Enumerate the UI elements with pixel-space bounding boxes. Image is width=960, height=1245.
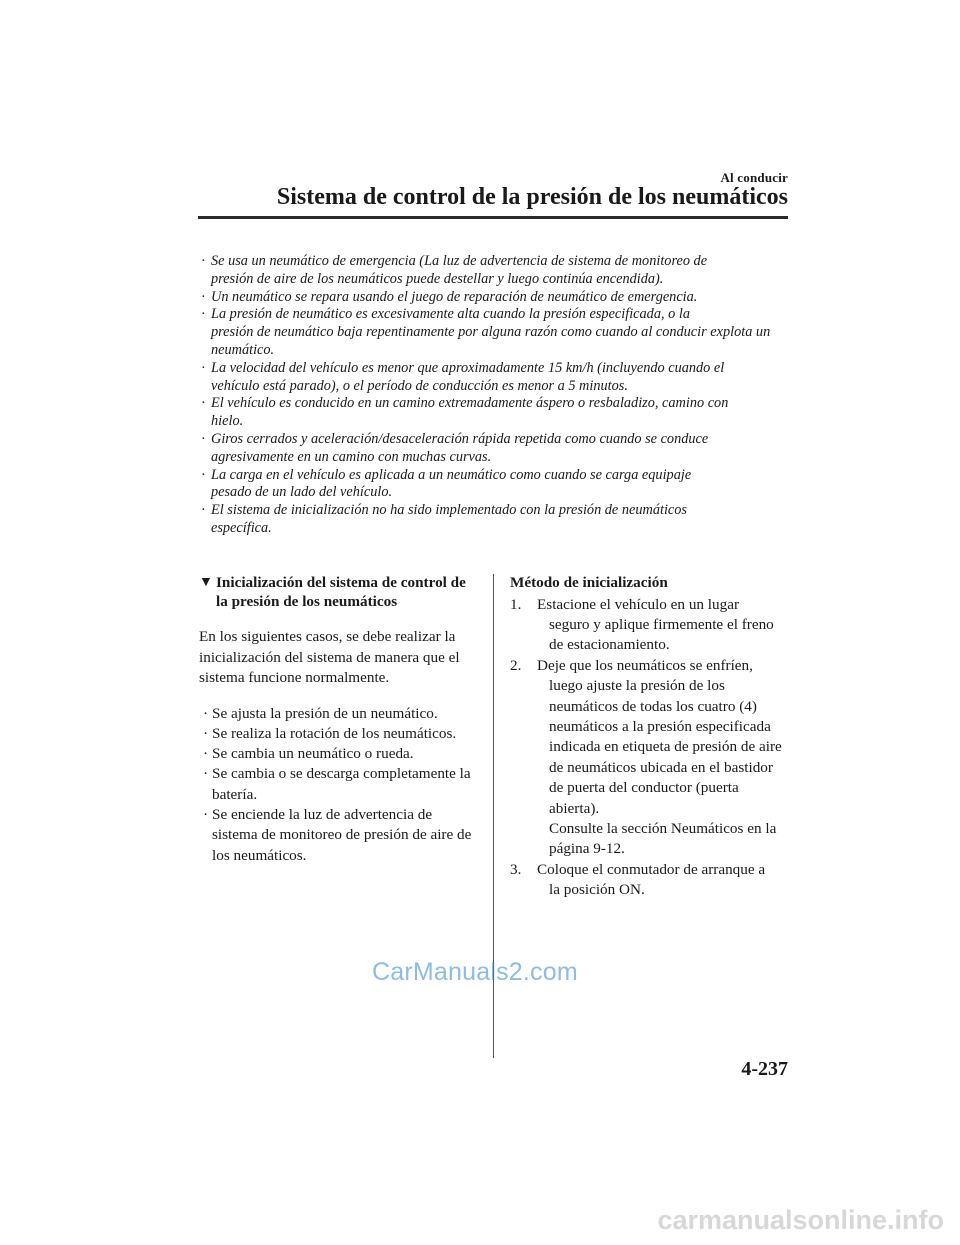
- step-continuation: seguro y aplique firmemente el freno de estacionamiento.: [549, 615, 774, 654]
- list-item-first-line: Un neumático se repara usando el juego de reparación de neumático de emergencia.: [211, 288, 698, 305]
- triangle-down-icon: ▼: [199, 575, 213, 590]
- condition-list: [201, 253, 789, 538]
- step-note: Consulte la sección Neumáticos en la página 9-12.: [549, 819, 777, 858]
- section-label: Al conducir: [720, 170, 788, 185]
- list-item-first-line: La velocidad del vehículo es menor que aproximadamente 15 km/h (incluyendo cuando el: [211, 359, 725, 376]
- page-title: Sistema de control de la presión de los neumáticos: [276, 184, 788, 210]
- list-item-continuation: agresivamente en un camino con muchas curvas.: [211, 448, 492, 465]
- step-number: 1.: [510, 595, 522, 613]
- step-continuation: luego ajuste la presión de los neumáticos de todas los cuatro (4) neumáticos a la presión especificada indicada en etiqueta de presión de aire de neumáticos ubicada en el bastidor de puerta del conductor (puerta abierta).: [549, 677, 782, 817]
- list-item: · Se realiza la rotación de los neumáticos.: [199, 724, 474, 744]
- list-item: [201, 467, 789, 503]
- list-item: [201, 360, 789, 396]
- list-item: · Se cambia un neumático o rueda.: [199, 744, 474, 764]
- step-body: [537, 656, 790, 860]
- title-rule: [198, 216, 788, 219]
- method-steps: [510, 595, 790, 901]
- list-item: [201, 253, 789, 289]
- method-heading: Método de inicialización: [510, 574, 668, 591]
- list-item: [201, 306, 789, 359]
- list-item-first-line: El sistema de inicialización no ha sido implementado con la presión de neumáticos: [211, 502, 687, 519]
- step-body: [537, 595, 790, 656]
- section-heading-text: Inicialización del sistema de control de la presión de los neumáticos: [216, 574, 466, 610]
- list-item-first-line: La presión de neumático es excesivamente alta cuando la presión especificada, o la: [211, 306, 690, 323]
- list-item: · Se cambia o se descarga completamente la batería.: [199, 764, 474, 805]
- step-first-line: Coloque el conmutador de arranque a: [537, 860, 766, 878]
- list-item-first-line: Se usa un neumático de emergencia (La luz de advertencia de sistema de monitoreo de: [211, 253, 708, 269]
- list-item: [201, 289, 789, 307]
- step-number: 3.: [510, 860, 522, 878]
- step-item: [510, 656, 790, 860]
- list-item-continuation: presión de aire de los neumáticos puede destellar y luego continúa encendida).: [211, 270, 664, 287]
- initialization-section: [199, 574, 474, 866]
- step-item: [510, 595, 790, 656]
- initialization-method: [510, 574, 790, 901]
- step-body: [537, 860, 790, 901]
- section-heading: [199, 574, 474, 611]
- list-item-continuation: vehículo está parado), o el período de conducción es menor a 5 minutos.: [211, 377, 628, 394]
- list-item-first-line: Giros cerrados y aceleración/desaceleración rápida repetida como cuando se conduce: [211, 430, 709, 447]
- list-item-first-line: El vehículo es conducido en un camino extremadamente áspero o resbaladizo, camino con: [211, 395, 729, 412]
- page-number: 4-237: [741, 1058, 788, 1080]
- list-item-continuation: específica.: [211, 519, 272, 536]
- list-item-continuation: hielo.: [211, 413, 244, 430]
- step-first-line: Estacione el vehículo en un lugar: [537, 595, 740, 613]
- watermark: CarManuals2.com: [372, 958, 578, 986]
- step-continuation: la posición ON.: [549, 881, 645, 899]
- initialization-cases-list: [199, 704, 474, 866]
- step-first-line: Deje que los neumáticos se enfríen,: [537, 656, 753, 674]
- step-item: [510, 860, 790, 901]
- list-item: · Se enciende la luz de advertencia de sistema de monitoreo de presión de aire de los neumáticos.: [199, 805, 474, 866]
- list-item-first-line: La carga en el vehículo es aplicada a un neumático como cuando se carga equipaje: [211, 466, 692, 483]
- list-item: · Se ajusta la presión de un neumático.: [199, 704, 474, 724]
- step-number: 2.: [510, 656, 522, 674]
- footer-site: carmanualsonline.info: [657, 1205, 944, 1235]
- list-item-continuation: pesado de un lado del vehículo.: [211, 484, 393, 501]
- list-item: [201, 431, 789, 467]
- section-intro: En los siguientes casos, se debe realizar la inicialización del sistema de manera que el sistema funcione normalmente.: [199, 628, 460, 686]
- list-item: [201, 395, 789, 431]
- list-item-continuation: presión de neumático baja repentinamente por alguna razón como cuando al conducir explota un neumático.: [211, 324, 771, 358]
- list-item: [201, 502, 789, 538]
